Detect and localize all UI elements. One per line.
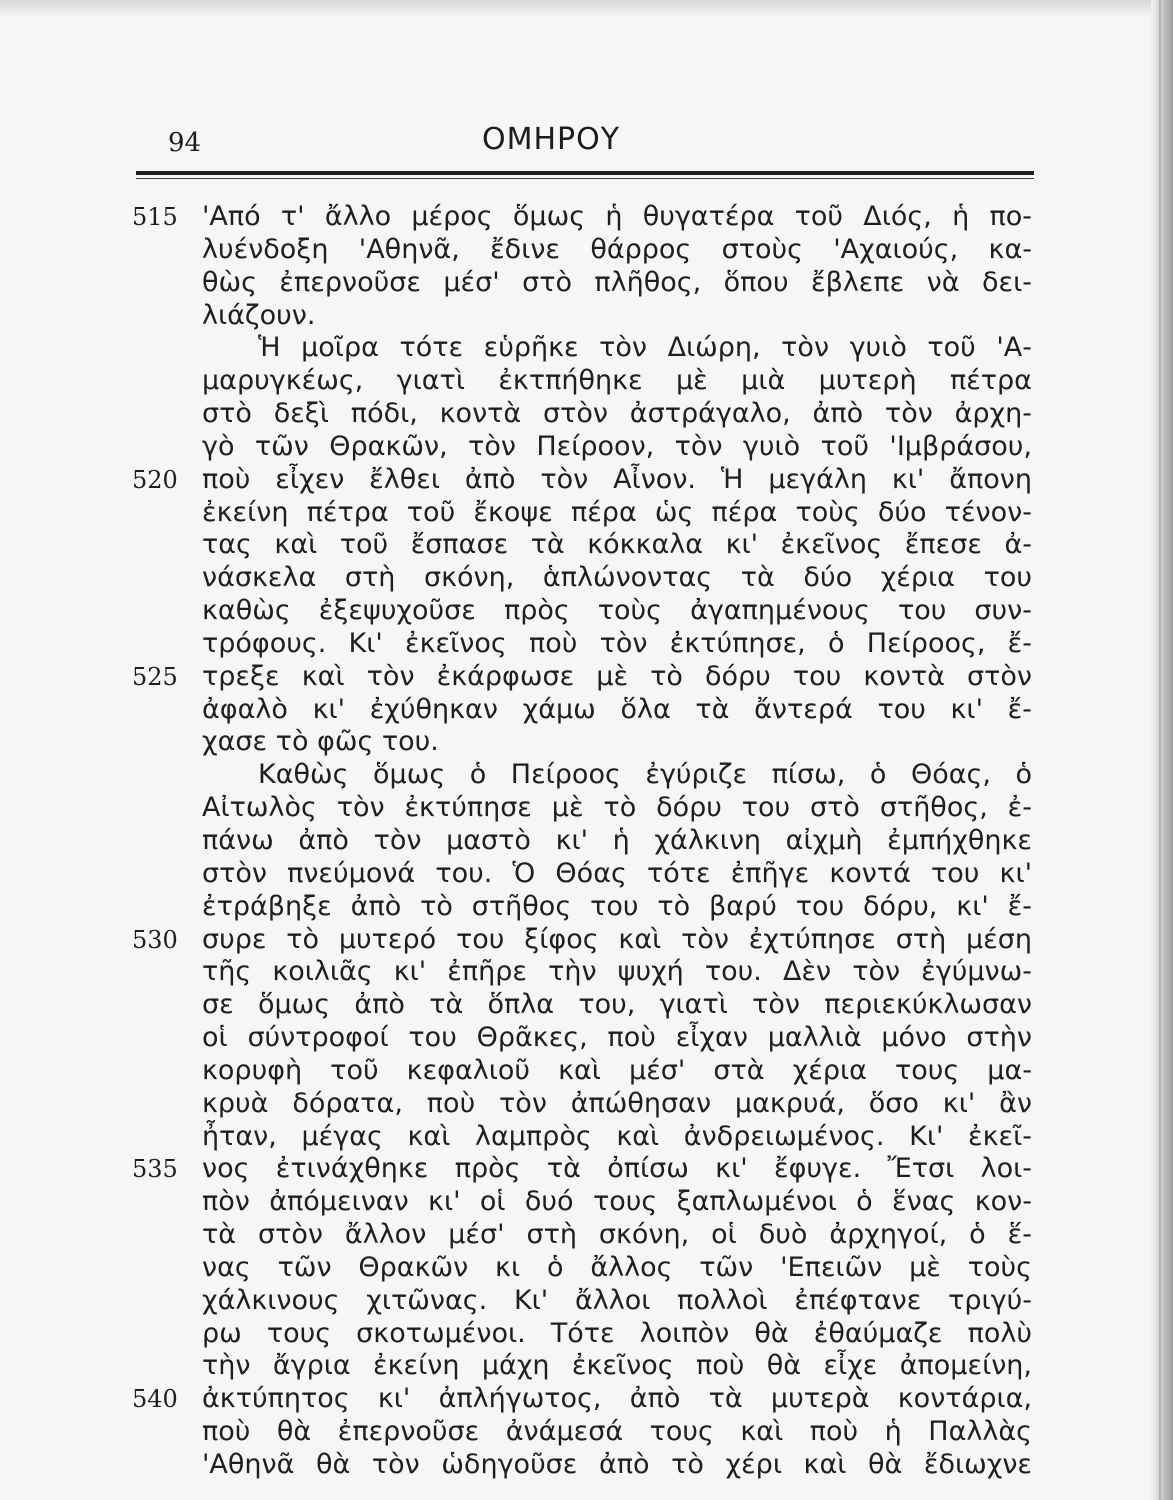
text-line: στὸν πνεύμονά του. Ὁ Θόας τότε ἐπῆγε κοντά του κι'	[202, 858, 1032, 889]
text-line: τας καὶ τοῦ ἔσπασε τὰ κόκκαλα κι' ἐκεῖνος ἔπεσε ἀ-	[202, 529, 1032, 560]
text-line: στὸ δεξὶ πόδι, κοντὰ στὸν ἀστράγαλο, ἀπὸ τὸν ἀρχη-	[202, 398, 1032, 429]
line-number-515: 515	[132, 203, 178, 231]
running-title: ΟΜΗΡΟΥ	[482, 122, 621, 157]
text-line: λυένδοξη 'Αθηνᾶ, ἔδινε θάρρος στοὺς 'Αχαιούς, κα-	[202, 234, 1032, 265]
line-number-535: 535	[132, 1155, 178, 1183]
text-line: 'Αθηνᾶ θὰ τὸν ὡδηγοῦσε ἀπὸ τὸ χέρι καὶ θὰ ἔδιωχνε	[202, 1449, 1032, 1480]
text-line: Αἰτωλὸς τὸν ἐκτύπησε μὲ τὸ δόρυ του στὸ στῆθος, ἐ-	[202, 792, 1032, 823]
text-line: λιάζουν.	[202, 300, 316, 331]
text-line: Καθὼς ὅμως ὁ Πείροος ἐγύριζε πίσω, ὁ Θόας, ὁ	[258, 759, 1032, 790]
text-line: γὸ τῶν Θρακῶν, τὸν Πείροον, τὸν γυιὸ τοῦ 'Ιμβράσου,	[202, 431, 1032, 462]
page-binding-edge	[1151, 0, 1173, 1500]
text-line: τρεξε καὶ τὸν ἐκάρφωσε μὲ τὸ δόρυ του κοντὰ στὸν	[202, 661, 1032, 692]
text-line: τὰ στὸν ἄλλον μέσ' στὴ σκόνη, οἱ δυὸ ἀρχηγοί, ὁ ἕ-	[202, 1219, 1032, 1250]
text-line: θὼς ἐπερνοῦσε μέσ' στὸ πλῆθος, ὅπου ἔβλεπε νὰ δει-	[202, 267, 1032, 298]
line-number-530: 530	[132, 926, 178, 954]
text-line: κρυὰ δόρατα, ποὺ τὸν ἀπώθησαν μακρυά, ὅσο κι' ἂν	[202, 1088, 1032, 1119]
text-line: σε ὅμως ἀπὸ τὰ ὅπλα του, γιατὶ τὸν περιεκύκλωσαν	[202, 989, 1032, 1020]
text-line: νας τῶν Θρακῶν κι ὁ ἄλλος τῶν 'Επειῶν μὲ τοὺς	[202, 1252, 1032, 1283]
text-line: πὸν ἀπόμειναν κι' οἱ δυό τους ξαπλωμένοι ὁ ἕνας κον-	[202, 1186, 1032, 1217]
text-line: ἦταν, μέγας καὶ λαμπρὸς καὶ ἀνδρειωμένος. Κι' ἐκεῖ-	[202, 1121, 1032, 1152]
text-line: οἱ σύντροφοί του Θρᾶκες, ποὺ εἶχαν μαλλιὰ μόνο στὴν	[202, 1022, 1032, 1053]
text-line: συρε τὸ μυτερό του ξίφος καὶ τὸν ἐχτύπησε στὴ μέση	[202, 924, 1032, 955]
text-line: 'Από τ' ἄλλο μέρος ὅμως ἡ θυγατέρα τοῦ Διός, ἡ πο-	[202, 201, 1032, 232]
text-line: ἀφαλὸ κι' ἐχύθηκαν χάμω ὅλα τὰ ἄντερά του κι' ἔ-	[202, 694, 1032, 725]
header-rule	[136, 171, 1034, 175]
text-line: ἐκείνη πέτρα τοῦ ἔκοψε πέρα ὡς πέρα τοὺς δύο τένον-	[202, 497, 1032, 528]
text-line: πάνω ἀπὸ τὸν μαστὸ κι' ἡ χάλκινη αἰχμὴ ἐμπήχθηκε	[202, 825, 1032, 856]
line-number-520: 520	[132, 466, 178, 494]
text-line: Ἡ μοῖρα τότε εὑρῆκε τὸν Διώρη, τὸν γυιὸ τοῦ 'Α-	[258, 332, 1032, 363]
text-line: τῆς κοιλιᾶς κι' ἐπῆρε τὴν ψυχή του. Δὲν τὸν ἐγύμνω-	[202, 956, 1032, 987]
text-line: τρόφους. Κι' ἐκεῖνος ποὺ τὸν ἐκτύπησε, ὁ Πείροος, ἔ-	[202, 628, 1032, 659]
text-line: καθὼς ἐξεψυχοῦσε πρὸς τοὺς ἀγαπημένους του συν-	[202, 595, 1032, 626]
text-line: νος ἐτινάχθηκε πρὸς τὰ ὀπίσω κι' ἔφυγε. Ἔτσι λοι-	[202, 1153, 1032, 1184]
text-line: κορυφὴ τοῦ κεφαλιοῦ καὶ μέσ' στὰ χέρια τους μα-	[202, 1055, 1032, 1086]
text-line: χασε τὸ φῶς του.	[202, 726, 439, 757]
text-line: ἐτράβηξε ἀπὸ τὸ στῆθος του τὸ βαρύ του δόρυ, κι' ἔ-	[202, 891, 1032, 922]
text-line: ποὺ εἶχεν ἔλθει ἀπὸ τὸν Αἶνον. Ἡ μεγάλη κι' ἄπονη	[202, 464, 1032, 495]
text-line: χάλκινους χιτῶνας. Κι' ἄλλοι πολλοὶ ἐπέφτανε τριγύ-	[202, 1285, 1032, 1316]
page-top-shadow	[0, 0, 1173, 18]
text-line: ποὺ θὰ ἐπερνοῦσε ἀνάμεσά τους καὶ ποὺ ἡ Παλλὰς	[202, 1416, 1032, 1447]
line-number-525: 525	[132, 663, 178, 691]
text-line: μαρυγκέως, γιατὶ ἐκτπήθηκε μὲ μιὰ μυτερὴ πέτρα	[202, 365, 1032, 396]
text-line: τὴν ἄγρια ἐκείνη μάχη ἐκεῖνος ποὺ θὰ εἶχε ἀπομείνη,	[202, 1350, 1032, 1381]
line-number-540: 540	[132, 1385, 178, 1413]
text-line: ἀκτύπητος κι' ἀπλήγωτος, ἀπὸ τὰ μυτερὰ κοντάρια,	[202, 1383, 1032, 1414]
page-number: 94	[168, 128, 202, 158]
text-line: νάσκελα στὴ σκόνη, ἁπλώνοντας τὰ δύο χέρια του	[202, 562, 1032, 593]
text-line: ρω τους σκοτωμένοι. Τότε λοιπὸν θὰ ἐθαύμαζε πολὺ	[202, 1318, 1032, 1349]
header-rule-thin	[136, 178, 1034, 179]
